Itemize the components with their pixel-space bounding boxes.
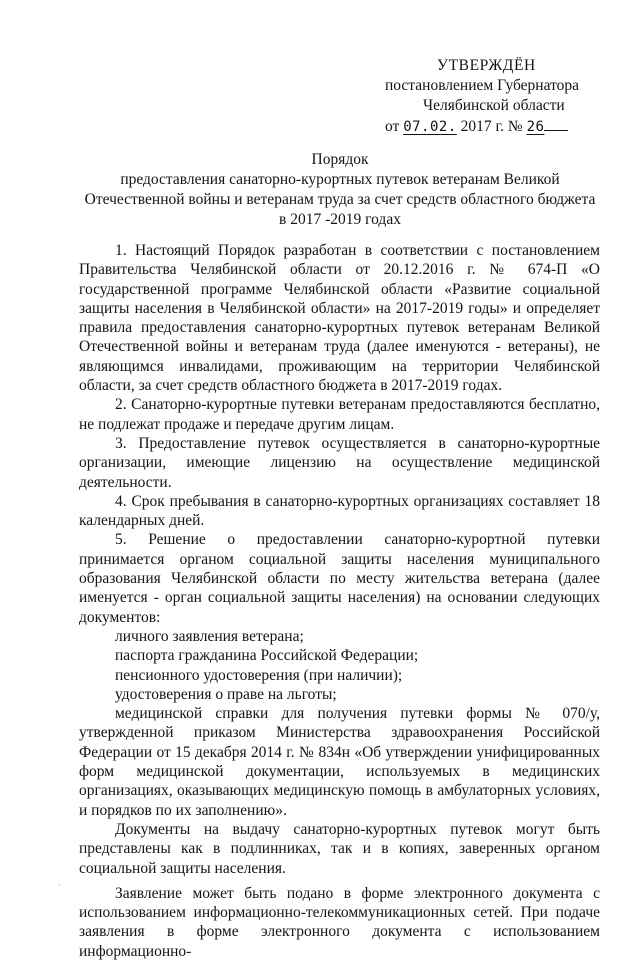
heading-line-3: в 2017 -2019 годах	[279, 211, 401, 228]
approval-number-prefix: №	[507, 118, 523, 135]
paragraph-electronic: Заявление может быть подано в форме электронного документа с использованием информационно-телекоммуникационных сетей. При подаче заявления в форме электронного документа с использованием информационно-	[79, 884, 600, 960]
document-list-item-passport: паспорта гражданина Российской Федерации;	[115, 647, 419, 665]
approval-date-line	[385, 116, 600, 137]
document-list-item-medical: медицинской справки для получения путевки формы № 070/у, утвержденной приказом Министерства здравоохранения Российской Федерации от 15 декабря 2014 г. № 834н «Об утверждении унифицированных форм медицинской документации, используемых в медицинских организациях, оказывающих медицинскую помощь в амбулаторных условиях, и порядков по их заполнению».	[79, 705, 600, 819]
scan-dot-mark: ·	[58, 881, 61, 891]
approval-number-underline	[544, 116, 568, 131]
document-list-item-benefits: удостоверения о праве на льготы;	[115, 685, 337, 703]
heading-line-2: Отечественной войны и ветеранам труда за счет средств областного бюджета	[84, 191, 596, 208]
approval-decree-line: постановлением Губернатора	[385, 77, 580, 94]
paragraph-4: 4. Срок пребывания в санаторно-курортных организациях составляет 18 календарных дней.	[79, 492, 600, 530]
paragraph-2: 2. Санаторно-курортные путевки ветеранам предоставляются бесплатно, не подлежат продаже и передаче другим лицам.	[79, 396, 600, 433]
paragraph-1: 1. Настоящий Порядок разработан в соответствии с постановлением Правительства Челябинской области от 20.12.2016 г. № 674-П «О государственной программе Челябинской области «Развитие социальной защиты населения в Челябинской области» на 2017-2019 годы» и определяет правила предоставления санаторно-курортных путевок ветеранам Великой Отечественной войны и ветеранам труда (далее именуются - ветераны), не являющимся инвалидами, проживающим на территории Челябинской области, за счет средств областного бюджета в 2017-2019 годах.	[79, 242, 600, 395]
paragraph-copies: Документы на выдачу санаторно-курортных путевок могут быть представлены как в подлинниках, так и в копиях, заверенных органом социальной защиты населения.	[79, 820, 600, 877]
paragraph-5: 5. Решение о предоставлении санаторно-курортной путевки принимается органом социальной защиты населения муниципального образования Челябинской области по месту жительства ветерана (далее именуется - орган социальной защиты населения) на основании следующих документов:	[79, 531, 600, 626]
document-list-item-pension: пенсионного удостоверения (при наличии);	[115, 666, 403, 684]
approval-stamp-block	[385, 56, 600, 137]
document-list-item-application: личного заявления ветерана;	[115, 627, 304, 645]
document-heading	[80, 150, 600, 230]
paragraph-3: 3. Предоставление путевок осуществляется в санаторно-курортные организации, имеющие лицензию на осуществление медицинской деятельности.	[79, 434, 600, 491]
approval-date-prefix: от	[385, 118, 400, 135]
document-body	[79, 241, 600, 961]
heading-title: Порядок	[311, 151, 369, 168]
approval-number-value: 26	[526, 119, 545, 135]
approval-date-year: 2017 г.	[460, 118, 505, 135]
approval-title: УТВЕРЖДЁН	[437, 57, 536, 74]
heading-line-1: предоставления санаторно-курортных путевок ветеранам Великой	[120, 171, 560, 188]
approval-region-line: Челябинской области	[423, 97, 565, 114]
approval-date-value: 07.02.	[403, 119, 457, 135]
